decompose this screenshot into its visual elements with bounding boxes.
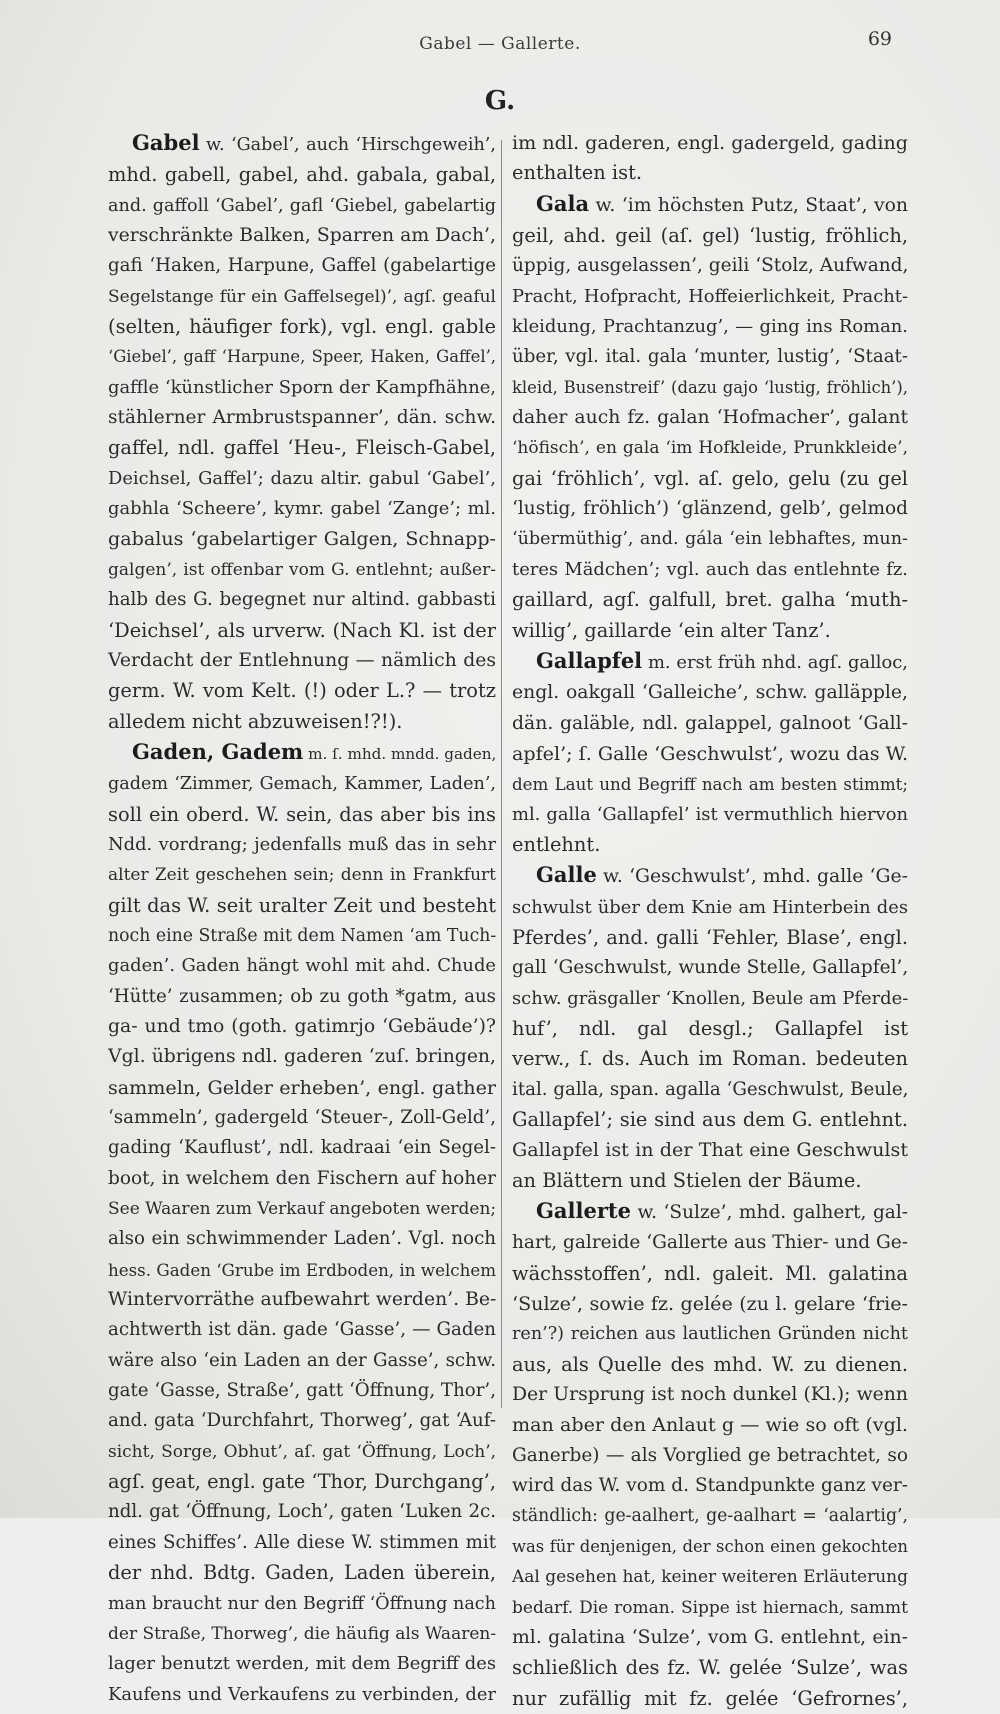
text-line — [108, 1528, 496, 1558]
entry-first-line — [108, 737, 496, 769]
line-text: w. ‘Sulze’, mhd. galhert, gal- — [630, 1202, 908, 1224]
text-line — [512, 984, 908, 1014]
line-text: gaffle ‘künstlicher Sporn der Kampfhähne, — [108, 376, 496, 398]
entry-headword: Gaden, Gadem — [132, 738, 304, 764]
text-line — [108, 1073, 496, 1103]
text-line — [512, 585, 908, 615]
line-text: ‘übermüthig’, and. gála ‘ein lebhaftes, mun- — [512, 529, 908, 550]
text-line — [108, 921, 496, 951]
text-line — [512, 282, 908, 312]
text-line — [108, 494, 496, 524]
line-text: der nhd. Bdtg. Gaden, Laden überein, — [108, 1561, 496, 1585]
line-text: Vgl. übrigens ndl. gaderen ‘zuſ. bringen, — [108, 1046, 496, 1068]
line-text: Segelstange für ein Gaffelsegel)’, agſ. geaful — [108, 286, 496, 307]
text-line — [108, 251, 496, 281]
line-text: schw. gräsgaller ‘Knollen, Beule am Pferde- — [512, 987, 908, 1009]
line-text: galgen’, ist offenbar vom G. entlehnt; außer- — [108, 559, 496, 580]
text-line — [108, 1224, 496, 1254]
text-line — [512, 830, 908, 860]
line-text: daher auch fz. galan ‘Hofmacher’, galant — [512, 407, 908, 429]
column-divider — [501, 140, 502, 1408]
page-header — [0, 28, 1000, 58]
line-text: eines Schiffes’. Alle diese W. stimmen mit — [108, 1531, 496, 1553]
entry-first-line — [512, 860, 908, 892]
right-column — [512, 128, 908, 1714]
line-text: ständlich: ge-aalhert, ge-aalhart = ‘aalartig’, — [512, 1506, 908, 1527]
line-text: sammeln, Gelder erheben’, engl. gather — [108, 1075, 496, 1099]
text-line — [108, 1619, 496, 1649]
entry-first-line — [108, 128, 496, 160]
line-text: sicht, Sorge, Obhut’, aſ. gat ‘Öffnung, Loch’, — [108, 1441, 496, 1462]
line-text: gabalus ‘gabelartiger Galgen, Schnapp- — [108, 527, 496, 551]
text-line — [512, 739, 908, 769]
line-text: Pferdes’, and. galli ‘Fehler, Blase’, engl. — [512, 925, 908, 949]
line-text: nur zufällig mit fz. gelée ‘Gefrornes’, — [512, 1686, 908, 1710]
line-text: Gallapfel ist in der That eine Geschwulst — [512, 1138, 908, 1162]
text-line — [108, 1406, 496, 1436]
line-text: alter Zeit geschehen sein; denn in Frankfurt — [108, 865, 496, 886]
line-text: agſ. geat, engl. gate ‘Thor, Durchgang’, — [108, 1470, 496, 1494]
line-text: also ein schwimmender Laden’. Vgl. noch — [108, 1228, 496, 1250]
entry-headword: Gallapfel — [536, 647, 643, 673]
entry-headword: Gala — [536, 190, 590, 216]
line-text: wäre also ‘ein Laden an der Gasse’, schw. — [108, 1349, 496, 1371]
line-text: Aal gesehen hat, keiner weiteren Erläuterung — [512, 1567, 908, 1588]
text-line — [512, 1259, 908, 1289]
line-text: (selten, häufiger fork), vgl. engl. gable — [108, 315, 496, 339]
line-text: Verdacht der Entlehnung — nämlich des — [108, 649, 496, 671]
text-line — [108, 1497, 496, 1527]
line-text: hart, galreide ‘Gallerte aus Thier- und Ge- — [512, 1232, 908, 1254]
text-line — [512, 1166, 908, 1196]
text-line — [108, 800, 496, 830]
line-text: m. ſ. mhd. mndd. gaden, — [303, 744, 496, 763]
text-line — [108, 524, 496, 554]
text-line — [512, 464, 908, 494]
text-line — [512, 312, 908, 342]
text-line — [108, 1346, 496, 1376]
line-text: ndl. gat ‘Öffnung, Loch’, gaten ‘Luken 2c. — [108, 1501, 496, 1523]
text-line — [512, 1623, 908, 1653]
text-line — [512, 1075, 908, 1105]
text-line — [512, 709, 908, 739]
line-text: and. gaffoll ‘Gabel’, gafl ‘Giebel, gabelartig — [108, 195, 496, 216]
text-line — [108, 891, 496, 921]
text-line — [512, 1135, 908, 1165]
text-line — [512, 1228, 908, 1258]
line-text: w. ‘im höchsten Putz, Staat’, von — [589, 194, 908, 216]
text-line — [512, 403, 908, 433]
line-text: Gallapfel’; sie sind aus dem G. entlehnt. — [512, 1108, 908, 1131]
text-line — [512, 433, 908, 463]
line-text: ‘Sulze’, sowie fz. gelée (zu l. gelare ‘frie- — [512, 1292, 908, 1316]
line-text: hess. Gaden ‘Grube im Erdboden, in welchem — [108, 1259, 496, 1280]
line-text: ‘Hütte’ zusammen; ob zu goth *gatm, aus — [108, 985, 496, 1007]
text-line — [108, 403, 496, 433]
text-line — [108, 555, 496, 585]
line-text: entlehnt. — [512, 832, 601, 856]
text-line — [512, 1044, 908, 1074]
line-text: ren’?) reichen aus lautlichen Gründen nicht — [512, 1324, 908, 1345]
text-line — [512, 1471, 908, 1501]
text-line — [512, 1319, 908, 1349]
line-text: schließlich des fz. W. gelée ‘Sulze’, was — [512, 1656, 908, 1680]
line-text: stählerner Armbrustspanner’, dän. schw. — [108, 407, 496, 429]
text-line — [512, 494, 908, 524]
line-text: achtwerth ist dän. gade ‘Gasse’, — Gaden — [108, 1319, 496, 1341]
text-line — [512, 1441, 908, 1471]
text-line — [108, 312, 496, 342]
line-text: noch eine Straße mit dem Namen ‘am Tuch- — [108, 925, 496, 946]
line-text: ‘lustig, fröhlich’) ‘glänzend, gelb’, gelmod — [512, 498, 908, 520]
text-line — [108, 1164, 496, 1194]
line-text: dem Laut und Begriff nach am besten stimmt; — [512, 774, 908, 795]
text-line — [108, 1437, 496, 1467]
text-line — [512, 1105, 908, 1135]
text-line — [108, 1376, 496, 1406]
line-text: man braucht nur den Begriff ‘Öffnung nach — [108, 1593, 496, 1614]
line-text: w. ‘Gabel’, auch ‘Hirschgeweih’, — [199, 135, 496, 155]
line-text: ‘höfisch’, en gala ‘im Hofkleide, Prunkkleide’, — [512, 438, 908, 459]
line-text: Kaufens und Verkaufens zu verbinden, der — [108, 1683, 496, 1705]
line-text: gading ‘Kauflust’, ndl. kadraai ‘ein Segel- — [108, 1137, 496, 1159]
line-text: Pracht, Hofpracht, Hoffeierlichkeit, Pracht- — [512, 285, 908, 307]
text-line — [512, 1410, 908, 1440]
entry-headword: Galle — [536, 862, 597, 888]
line-text: Ganerbe) — als Vorglied ge betrachtet, so — [512, 1444, 908, 1466]
line-text: ga- und tmo (goth. gatimrjo ‘Gebäude’)? — [108, 1015, 496, 1037]
line-text: wird das W. vom d. Standpunkte ganz ver- — [512, 1475, 908, 1497]
line-text: an Blättern und Stielen der Bäume. — [512, 1168, 862, 1192]
line-text: boot, in welchem den Fischern auf hoher — [108, 1167, 496, 1189]
line-text: alledem nicht abzuweisen!?!). — [108, 709, 403, 733]
line-text: gaffel, ndl. gaffel ‘Heu-, Fleisch-Gabel, — [108, 436, 496, 460]
text-line — [512, 1501, 908, 1531]
line-text: lager benutzt werden, mit dem Begriff des — [108, 1653, 496, 1675]
line-text: huf’, ndl. gal desgl.; Gallapfel ist — [512, 1016, 908, 1040]
text-line — [108, 1103, 496, 1133]
text-line — [108, 191, 496, 221]
text-line — [108, 342, 496, 372]
text-line — [108, 1467, 496, 1497]
line-text: engl. oakgall ‘Galleiche’, schw. galläpple, — [512, 682, 908, 704]
text-line — [108, 1680, 496, 1710]
entry-headword: Gallerte — [536, 1198, 631, 1224]
line-text: im ndl. gaderen, engl. gadergeld, gading — [512, 131, 908, 154]
line-text: kleid, Busenstreif’ (dazu gajo ‘lustig, fröhlich’), — [512, 377, 908, 397]
line-text: ‘Giebel’, gaff ‘Harpune, Speer, Haken, Gaffel’, — [108, 347, 496, 367]
text-line — [108, 1042, 496, 1072]
line-text: der Straße, Thorweg’, die häufig als Waaren- — [108, 1623, 496, 1644]
text-line — [108, 982, 496, 1012]
text-line — [512, 1684, 908, 1714]
text-line — [512, 1593, 908, 1623]
text-line — [512, 1532, 908, 1562]
line-text: dän. galäble, ndl. galappel, galnoot ‘Gall- — [512, 712, 908, 734]
page-number: 69 — [867, 28, 892, 50]
running-head: Gabel — Gallerte. — [419, 34, 581, 54]
line-text: wächsstoffen’, ndl. galeit. Ml. galatina — [512, 1261, 908, 1285]
text-line — [512, 923, 908, 953]
text-line — [512, 800, 908, 830]
text-line — [108, 676, 496, 706]
text-line — [108, 1589, 496, 1619]
line-text: geil, ahd. geil (aſ. gel) ‘lustig, fröhlich, — [512, 224, 908, 248]
line-text: bedarf. Die roman. Sippe ist hiernach, sammt — [512, 1597, 908, 1618]
line-text: gaillard, agſ. galfull, bret. galha ‘muth- — [512, 588, 908, 612]
line-text: willig’, gaillarde ‘ein alter Tanz’. — [512, 618, 831, 642]
text-line — [108, 160, 496, 190]
line-text: enthalten ist. — [512, 161, 643, 185]
text-line — [512, 1380, 908, 1410]
line-text: man aber den Anlaut g — wie so oft (vgl. — [512, 1413, 908, 1437]
text-line — [108, 1285, 496, 1315]
text-line — [108, 1012, 496, 1042]
text-line — [512, 1014, 908, 1044]
text-line — [108, 707, 496, 737]
line-text: gilt das W. seit uralter Zeit und besteht — [108, 893, 496, 917]
text-line — [512, 769, 908, 799]
line-text: Der Ursprung ist noch dunkel (Kl.); wenn — [512, 1384, 908, 1406]
text-line — [512, 555, 908, 585]
text-line — [108, 373, 496, 403]
text-line — [512, 128, 908, 158]
text-line — [512, 616, 908, 646]
text-line — [108, 1315, 496, 1345]
line-text: soll ein oberd. W. sein, das aber bis ins — [108, 802, 496, 826]
text-line — [108, 1649, 496, 1679]
text-line — [512, 524, 908, 554]
line-text: Ndd. vordrang; jedenfalls muß das in sehr — [108, 833, 496, 855]
text-line — [108, 616, 496, 646]
entry-headword: Gabel — [132, 130, 200, 155]
line-text: ml. galatina ‘Sulze’, vom G. entlehnt, ein- — [512, 1626, 908, 1648]
entry-first-line — [512, 646, 908, 678]
text-line — [108, 860, 496, 890]
entry-first-line — [512, 1196, 908, 1228]
line-text: germ. W. vom Kelt. (!) oder L.? — trotz — [108, 679, 496, 703]
text-line — [108, 1255, 496, 1285]
text-line — [108, 1194, 496, 1224]
text-line — [512, 221, 908, 251]
line-text: apfel’; ſ. Galle ‘Geschwulst’, wozu das W. — [512, 741, 908, 765]
line-text: gafi ‘Haken, Harpune, Gaffel (gabelartige — [108, 255, 496, 277]
line-text: halb des G. begegnet nur altind. gabbasti — [108, 589, 496, 611]
line-text: ‘sammeln’, gadergeld ‘Steuer-, Zoll-Geld’, — [108, 1107, 496, 1128]
line-text: ml. galla ‘Gallapfel’ ist vermuthlich hiervon — [512, 803, 908, 825]
text-line — [512, 678, 908, 708]
left-column — [108, 128, 496, 1710]
text-line — [108, 464, 496, 494]
line-text: teres Mädchen’; vgl. auch das entlehnte fz. — [512, 558, 908, 580]
text-line — [108, 221, 496, 251]
line-text: kleidung, Prachtanzug’, — ging ins Roman. — [512, 316, 908, 338]
section-letter: G. — [484, 86, 516, 116]
line-text: was für denjenigen, der schon einen gekochten — [512, 1536, 908, 1556]
line-text: über, vgl. ital. gala ‘munter, lustig’, ‘Staat- — [512, 346, 908, 368]
line-text: gabhla ‘Scheere’, kymr. gabel ‘Zange’; ml. — [108, 498, 496, 520]
line-text: üppig, ausgelassen’, geili ‘Stolz, Aufwand, — [512, 255, 908, 277]
text-line — [108, 830, 496, 860]
text-line — [108, 951, 496, 981]
text-line — [512, 1653, 908, 1683]
text-line — [512, 251, 908, 281]
entry-first-line — [512, 189, 908, 221]
line-text: gai ‘fröhlich’, vgl. aſ. gelo, gelu (zu gel — [512, 466, 908, 490]
text-line — [108, 1133, 496, 1163]
text-line — [512, 893, 908, 923]
line-text: verw., ſ. ds. Auch im Roman. bedeuten — [512, 1047, 908, 1071]
text-line — [512, 1350, 908, 1380]
line-text: Wintervorräthe aufbewahrt werden’. Be- — [108, 1289, 496, 1311]
line-text: gadem ‘Zimmer, Gemach, Kammer, Laden’, — [108, 774, 496, 795]
line-text: gate ‘Gasse, Straße’, gatt ‘Öffnung, Thor’, — [108, 1380, 496, 1402]
text-line — [512, 1562, 908, 1592]
text-line — [512, 342, 908, 372]
text-line — [512, 158, 908, 188]
line-text: mhd. gabell, gabel, ahd. gabala, gabal, — [108, 163, 496, 187]
text-line — [108, 1558, 496, 1588]
text-line — [108, 433, 496, 463]
line-text: m. erst früh nhd. agſ. galloc, — [642, 651, 908, 673]
text-line — [108, 769, 496, 799]
line-text: schwulst über dem Knie am Hinterbein des — [512, 896, 908, 918]
line-text: Deichsel, Gaffel’; dazu altir. gabul ‘Gabel’, — [108, 467, 496, 489]
text-line — [108, 282, 496, 312]
line-text: ‘Deichsel’, als urverw. (Nach Kl. ist der — [108, 618, 496, 642]
line-text: w. ‘Geschwulst’, mhd. galle ‘Ge- — [596, 866, 908, 888]
line-text: ital. galla, span. agalla ‘Geschwulst, Beule, — [512, 1078, 908, 1100]
line-text: See Waaren zum Verkauf angeboten werden; — [108, 1199, 496, 1220]
line-text: gaden’. Gaden hängt wohl mit ahd. Chude — [108, 955, 496, 977]
line-text: verschränkte Balken, Sparren am Dach’, — [108, 225, 496, 247]
text-line — [512, 1289, 908, 1319]
line-text: gall ‘Geschwulst, wunde Stelle, Gallapfel’, — [512, 957, 908, 979]
text-line — [512, 953, 908, 983]
text-line — [512, 373, 908, 403]
line-text: and. gata ‘Durchfahrt, Thorweg’, gat ‘Auf- — [108, 1410, 496, 1432]
text-line — [108, 646, 496, 676]
text-line — [108, 585, 496, 615]
line-text: aus, als Quelle des mhd. W. zu dienen. — [512, 1352, 908, 1376]
